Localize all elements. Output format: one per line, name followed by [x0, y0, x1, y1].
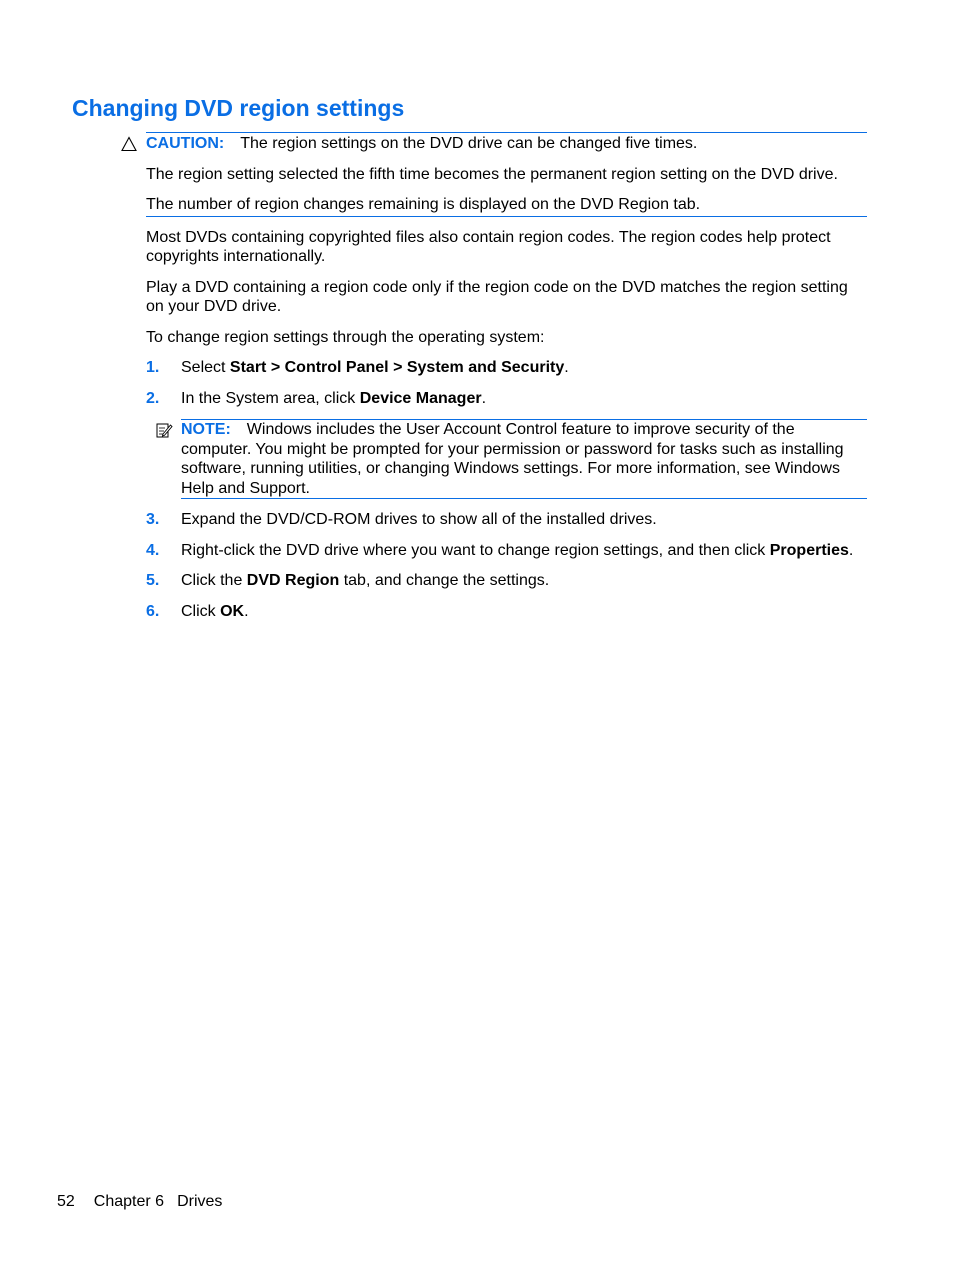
- step-bold-text: DVD Region: [246, 572, 340, 589]
- caution-line: The region setting selected the fifth time becomes the permanent region setting on the DVD drive.: [146, 165, 838, 183]
- caution-label: CAUTION:: [146, 135, 225, 152]
- step-item: [146, 510, 867, 530]
- caution-triangle-icon: [121, 136, 137, 152]
- caution-line: The number of region changes remaining is displayed on the DVD Region tab.: [146, 196, 701, 213]
- step-text-end: .: [564, 359, 569, 376]
- body-paragraph: Most DVDs containing copyrighted files also contain region codes. The region codes help protect copyrights internationally.: [146, 228, 831, 265]
- step-bold-text: Properties: [769, 541, 849, 559]
- step-item: [146, 358, 867, 378]
- section-label: Drives: [177, 1193, 223, 1210]
- page-footer: [57, 1192, 222, 1212]
- step-item: [146, 389, 867, 409]
- step-number: 2.: [146, 389, 160, 407]
- page-number: 52: [57, 1193, 75, 1210]
- step-number: 3.: [146, 511, 160, 528]
- step-number: 1.: [146, 359, 160, 376]
- step-text-end: .: [481, 389, 487, 407]
- steps-list: [146, 358, 867, 408]
- step-text-end: .: [244, 602, 249, 620]
- step-bold-text: OK: [220, 602, 245, 620]
- step-number: 5.: [146, 572, 160, 589]
- step-item: [146, 571, 867, 591]
- caution-line: [146, 134, 867, 154]
- note-text: Windows includes the User Account Control feature to improve security of the computer. You might be prompted for your permission or password for tasks such as installing software, running utilities, or changing Windows settings. For more information, see Windows Help and Support.: [181, 421, 844, 497]
- step-item: [146, 541, 867, 561]
- step-text: Expand the DVD/CD-ROM drives to show all of the installed drives.: [181, 511, 657, 528]
- chapter-label: Chapter 6: [93, 1193, 165, 1210]
- note-box: [181, 419, 867, 499]
- note-pencil-icon: [156, 422, 173, 438]
- steps-list-continued: [146, 510, 867, 621]
- body-paragraph: To change region settings through the operating system:: [146, 328, 545, 346]
- caution-box: [146, 132, 867, 217]
- step-item: [146, 602, 867, 622]
- step-text: In the System area, click: [181, 389, 360, 407]
- step-text: Right-click the DVD drive where you want to change region settings, and then click: [181, 541, 770, 559]
- body-paragraph: Play a DVD containing a region code only if the region code on the DVD matches the region setting on your DVD drive.: [146, 278, 848, 315]
- step-text: Select: [181, 359, 230, 376]
- step-text-end: .: [848, 541, 854, 559]
- step-text: Click the: [181, 572, 247, 589]
- step-text: Click: [181, 602, 221, 620]
- step-number: 6.: [146, 602, 160, 620]
- note-label: NOTE:: [181, 421, 231, 438]
- step-bold-text: Device Manager: [359, 389, 482, 407]
- page-title: Changing DVD region settings: [72, 95, 405, 121]
- step-bold-text: Start > Control Panel > System and Security: [229, 359, 565, 376]
- caution-text: The region settings on the DVD drive can be changed five times.: [240, 135, 698, 152]
- main-content: [146, 132, 867, 632]
- step-text-end: tab, and change the settings.: [339, 572, 550, 589]
- step-number: 4.: [146, 541, 160, 559]
